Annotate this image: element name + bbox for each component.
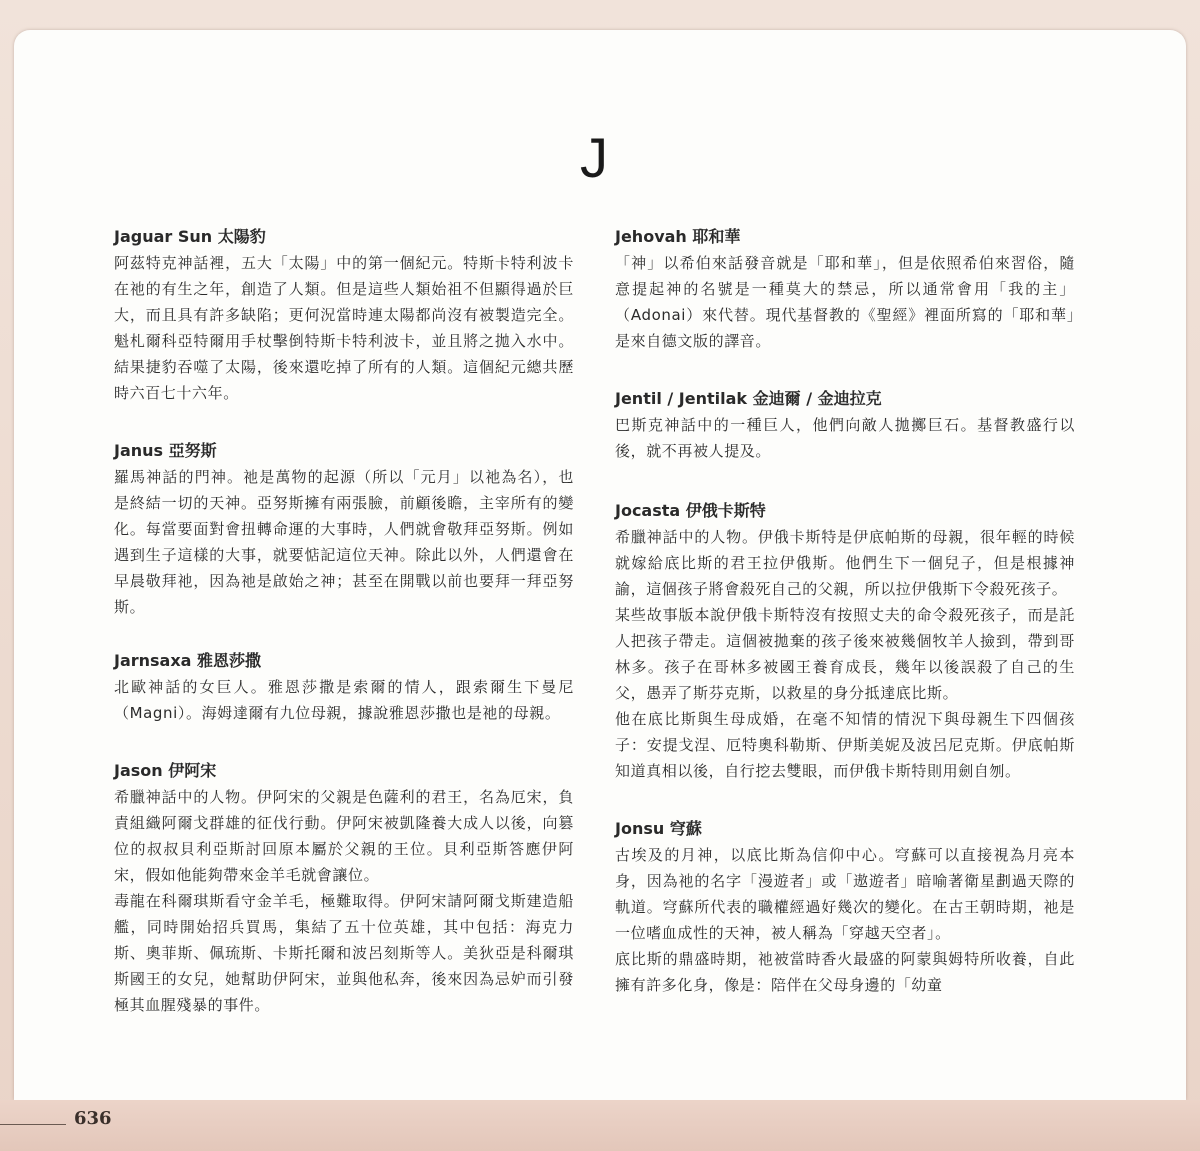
dictionary-entry <box>615 226 1075 354</box>
dictionary-entry <box>615 388 1075 464</box>
dictionary-entry <box>615 500 1075 784</box>
entry-title: Jehovah 耶和華 <box>615 227 741 246</box>
entry-title: Jason 伊阿宋 <box>114 761 217 780</box>
entry-paragraph: 巴斯克神話中的一種巨人，他們向敵人拋擲巨石。基督教盛行以後，就不再被人提及。 <box>615 416 1075 460</box>
entry-title: Jonsu 穹蘇 <box>615 819 702 838</box>
page-number: 636 <box>74 1108 112 1129</box>
entry-title: Janus 亞努斯 <box>114 441 217 460</box>
dictionary-entry <box>615 818 1075 998</box>
entry-paragraph: 羅馬神話的門神。祂是萬物的起源（所以「元月」以祂為名），也是終結一切的天神。亞努斯擁有兩張臉，前顧後瞻，主宰所有的變化。每當要面對會扭轉命運的大事時，人們就會敬拜亞努斯。例如遇到生子這樣的大事，就要惦記這位天神。除此以外，人們還會在早晨敬拜祂，因為祂是啟始之神；甚至在開戰以前也要拜一拜亞努斯。 <box>114 468 574 616</box>
entry-paragraph: 北歐神話的女巨人。雅恩莎撒是索爾的情人，跟索爾生下曼尼（Magni）。海姆達爾有九位母親，據說雅恩莎撒也是祂的母親。 <box>114 678 574 722</box>
dictionary-entry <box>114 440 574 620</box>
entry-paragraph: 底比斯的鼎盛時期，祂被當時香火最盛的阿蒙與姆特所收養，自此擁有許多化身，像是：陪伴在父母身邊的「幼童 <box>615 950 1075 994</box>
entry-paragraph: 他在底比斯與生母成婚，在毫不知情的情況下與母親生下四個孩子：安提戈涅、厄特奧科勒斯、伊斯美妮及波呂尼克斯。伊底帕斯知道真相以後，自行挖去雙眼，而伊俄卡斯特則用劍自刎。 <box>615 710 1075 780</box>
dictionary-entry <box>114 650 574 726</box>
left-column <box>114 226 574 1018</box>
entry-paragraph: 「神」以希伯來話發音就是「耶和華」，但是依照希伯來習俗，隨意提起神的名號是一種莫大的禁忌，所以通常會用「我的主」（Adonai）來代替。現代基督教的《聖經》裡面所寫的「耶和華」是來自德文版的譯音。 <box>615 254 1075 350</box>
entry-title: Jaguar Sun 太陽豹 <box>114 227 266 246</box>
page-number-rule <box>0 1124 66 1125</box>
entry-title: Jocasta 伊俄卡斯特 <box>615 501 766 520</box>
entry-paragraph: 某些故事版本說伊俄卡斯特沒有按照丈夫的命令殺死孩子，而是託人把孩子帶走。這個被拋棄的孩子後來被幾個牧羊人撿到，帶到哥林多。孩子在哥林多被國王養育成長，幾年以後誤殺了自己的生父，愚弄了斯芬克斯，以救星的身分抵達底比斯。 <box>615 606 1075 702</box>
dictionary-entry <box>114 226 574 406</box>
entry-paragraph: 希臘神話中的人物。伊俄卡斯特是伊底帕斯的母親，很年輕的時候就嫁給底比斯的君王拉伊俄斯。他們生下一個兒子，但是根據神諭，這個孩子將會殺死自己的父親，所以拉伊俄斯下令殺死孩子。 <box>615 528 1075 598</box>
entry-title: Jentil / Jentilak 金迪爾 / 金迪拉克 <box>615 389 882 408</box>
page-footer <box>0 1100 1200 1151</box>
entry-paragraph: 古埃及的月神，以底比斯為信仰中心。穹蘇可以直接視為月亮本身，因為祂的名字「漫遊者」或「遨遊者」暗喻著衛星劃過天際的軌道。穹蘇所代表的職權經過好幾次的變化。在古王朝時期，祂是一位嗜血成性的天神，被人稱為「穿越天空者」。 <box>615 846 1075 942</box>
entry-paragraph: 毒龍在科爾琪斯看守金羊毛，極難取得。伊阿宋請阿爾戈斯建造船艦，同時開始招兵買馬，集結了五十位英雄，其中包括：海克力斯、奧菲斯、佩琉斯、卡斯托爾和波呂刻斯等人。美狄亞是科爾琪斯國王的女兒，她幫助伊阿宋，並與他私奔，後來因為忌妒而引發極其血腥殘暴的事件。 <box>114 892 574 1014</box>
entry-title: Jarnsaxa 雅恩莎撒 <box>114 651 262 670</box>
section-letter: J <box>580 126 608 189</box>
dictionary-entry <box>114 760 574 1018</box>
entry-paragraph: 阿茲特克神話裡，五大「太陽」中的第一個紀元。特斯卡特利波卡在祂的有生之年，創造了人類。但是這些人類始祖不但顯得過於巨大，而且具有許多缺陷；更何況當時連太陽都尚沒有被製造完全。魁札爾科亞特爾用手杖擊倒特斯卡特利波卡，並且將之拋入水中。結果捷豹吞噬了太陽，後來還吃掉了所有的人類。這個紀元總共歷時六百七十六年。 <box>114 254 574 402</box>
right-column <box>615 226 1075 998</box>
entry-paragraph: 希臘神話中的人物。伊阿宋的父親是色薩利的君王，名為厄宋，負責組織阿爾戈群雄的征伐行動。伊阿宋被凱隆養大成人以後，向篡位的叔叔貝利亞斯討回原本屬於父親的王位。貝利亞斯答應伊阿宋，假如他能夠帶來金羊毛就會讓位。 <box>114 788 574 884</box>
